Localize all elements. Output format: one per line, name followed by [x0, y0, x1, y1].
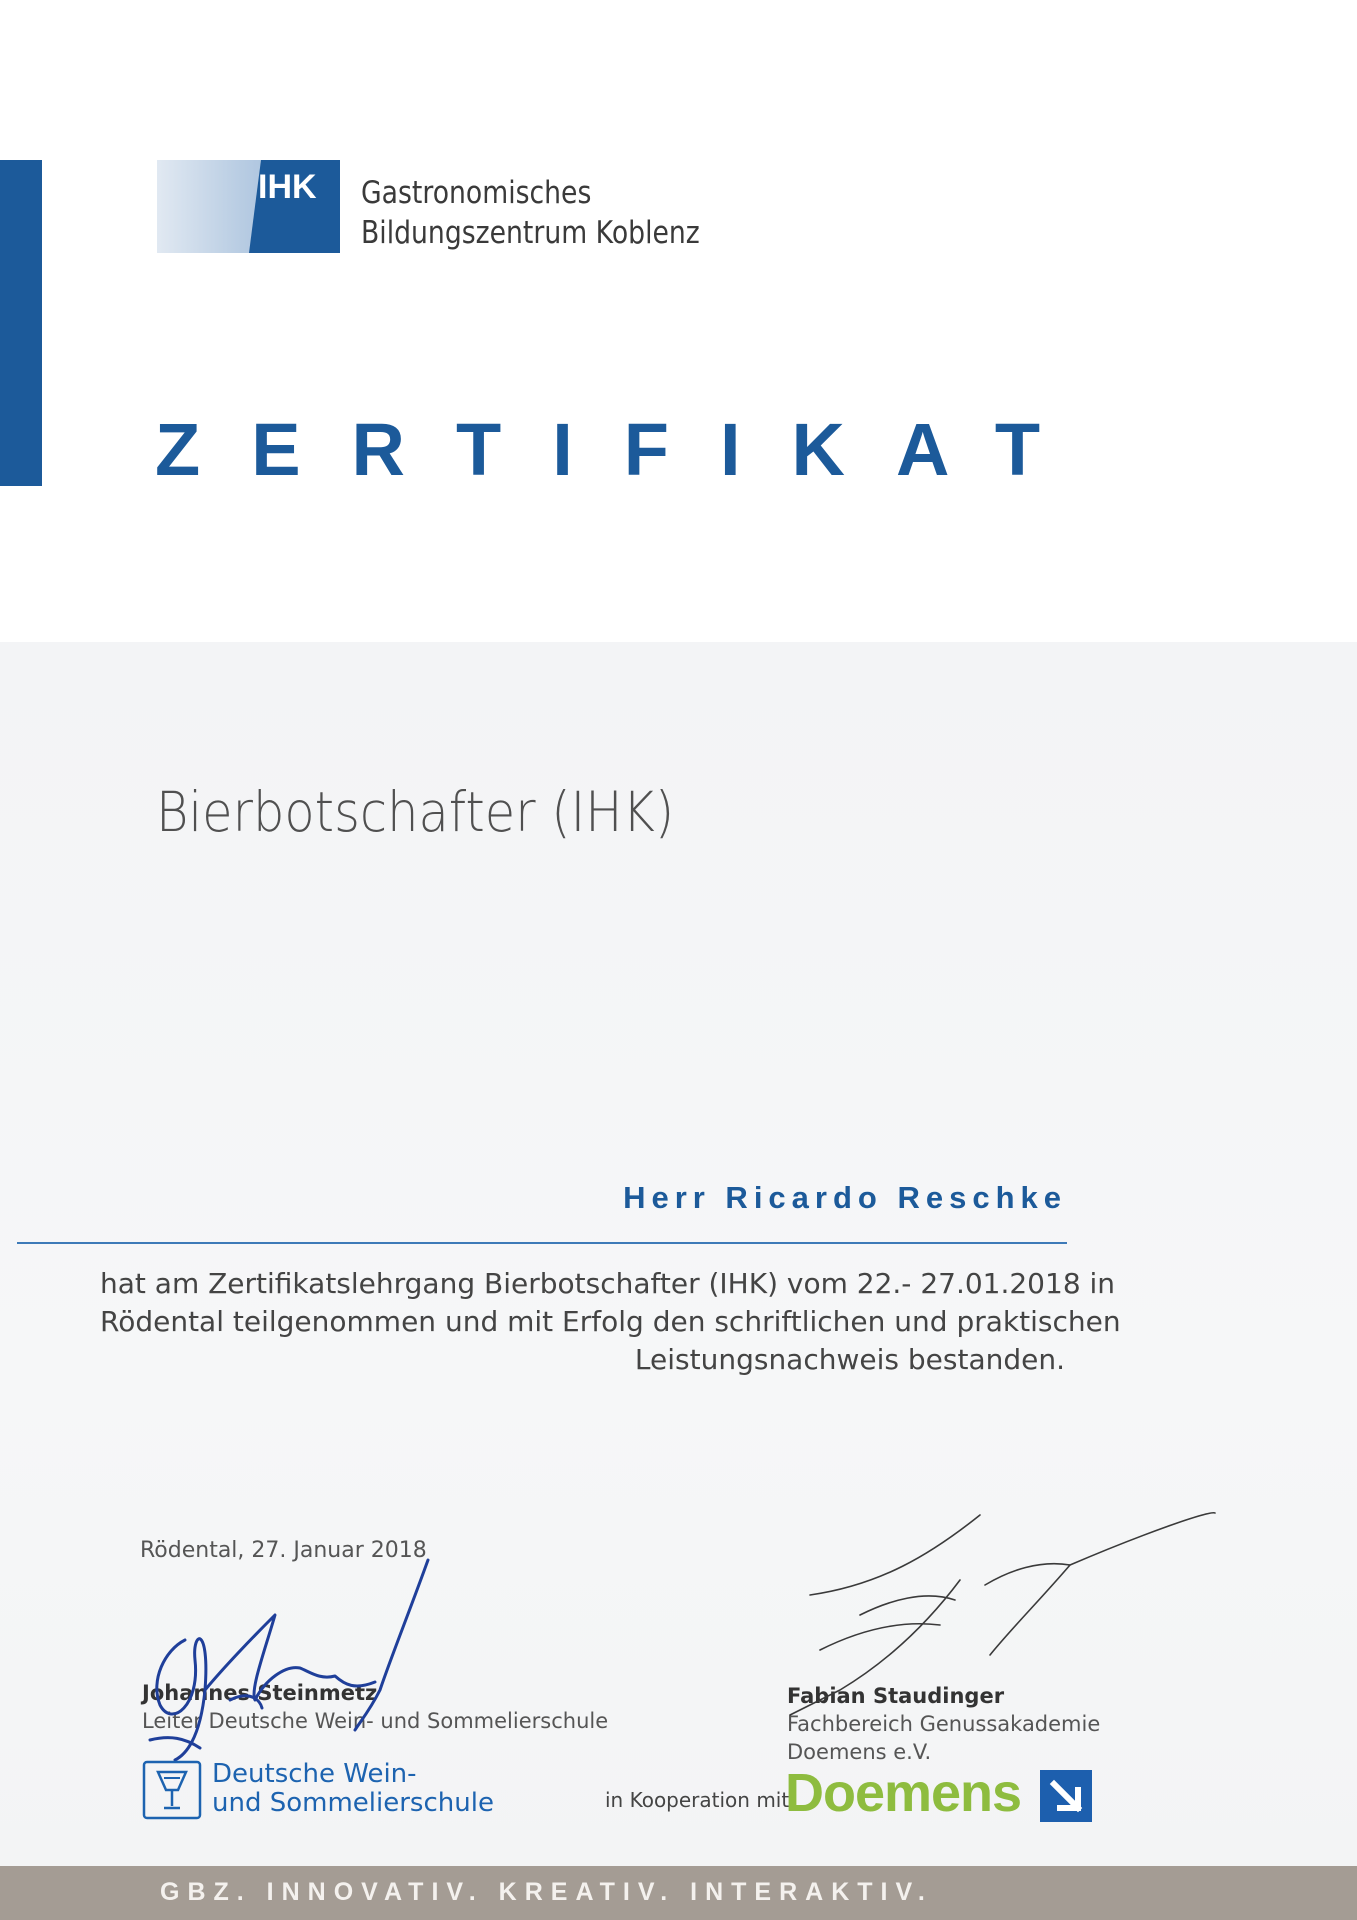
cooperation-label: in Kooperation mit	[605, 1788, 790, 1812]
certificate-statement	[100, 1265, 1121, 1379]
signer-left	[142, 1679, 608, 1735]
org-name-line1: Gastronomisches	[361, 175, 592, 211]
doemens-logo-text: Doemens	[785, 1763, 1022, 1823]
doemens-arrow-icon	[1040, 1770, 1092, 1822]
organization-name	[361, 173, 700, 253]
signer-right-name: Fabian Staudinger	[787, 1684, 1005, 1708]
dws-name-line1: Deutsche Wein-	[212, 1759, 417, 1789]
course-name: Bierbotschafter (IHK)	[156, 780, 675, 844]
statement-line2: Rödental teilgenommen und mit Erfolg den schriftlichen und praktischen	[100, 1305, 1121, 1338]
signer-right-role2: Doemens e.V.	[787, 1740, 932, 1764]
ihk-logo-text: IHK	[258, 168, 317, 206]
org-name-line2: Bildungszentrum Koblenz	[361, 215, 700, 251]
recipient-underline	[17, 1242, 1067, 1244]
statement-line3: Leistungsnachweis bestanden.	[634, 1343, 1065, 1376]
signer-left-name: Johannes Steinmetz	[142, 1681, 378, 1705]
dws-name-line2: und Sommelierschule	[212, 1788, 494, 1818]
recipient-name: Herr Ricardo Reschke	[623, 1180, 1067, 1215]
certificate-title: ZERTIFIKAT	[155, 408, 1092, 491]
signer-right	[787, 1682, 1100, 1766]
signer-right-role1: Fachbereich Genussakademie	[787, 1712, 1101, 1736]
accent-sidebar	[0, 160, 42, 486]
statement-line1: hat am Zertifikatslehrgang Bierbotschafter (IHK) vom 22.- 27.01.2018 in	[100, 1267, 1116, 1300]
footer-slogan: GBZ. INNOVATIV. KREATIV. INTERAKTIV.	[160, 1878, 933, 1906]
wine-glass-icon	[142, 1760, 202, 1820]
place-date: Rödental, 27. Januar 2018	[140, 1538, 427, 1563]
dws-name	[212, 1760, 494, 1818]
signer-left-role: Leiter Deutsche Wein- und Sommelierschule	[142, 1709, 609, 1733]
